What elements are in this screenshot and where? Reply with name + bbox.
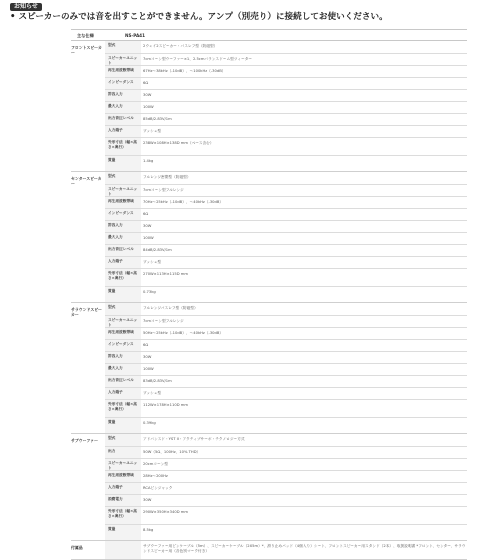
spec-value: 100W (143, 367, 154, 371)
spec-row (105, 446, 467, 458)
spec-row (105, 286, 467, 302)
spec-label: インピーダンス (105, 340, 141, 351)
spec-value: 112W×178H×110D mm (143, 403, 188, 407)
spec-row (105, 524, 467, 540)
spec-value: 30W (143, 498, 152, 502)
section-title: サラウンドスピーカー (71, 307, 102, 317)
spec-row (105, 196, 467, 208)
notice-tag: お知らせ (10, 3, 42, 11)
spec-row (105, 232, 467, 244)
notice-text: • スピーカーのみでは音を出すことができません。アンプ（別売り）に接続してお使いください。 (10, 12, 388, 22)
spec-value: 70Hz～25kHz（-10dB）、～40kHz（-30dB） (143, 200, 224, 204)
notice-box (0, 0, 500, 30)
spec-value: 7cmコーン型フルレンジ (143, 188, 184, 192)
spec-value: アドバンスド・YST II・アクティブサーボ・テクノロジー方式 (143, 437, 245, 441)
spec-value: 30W (143, 93, 152, 97)
spec-value: 7cmコーン型ウーファー×1、2.5cmバランスドーム型ツィーター (143, 57, 253, 61)
spec-section (71, 434, 467, 541)
model-name: NS-PA41 (125, 33, 146, 38)
section-title: センタースピーカー (71, 176, 102, 186)
spec-value: 1.4kg (143, 159, 154, 163)
section-rows (105, 434, 467, 540)
spec-label: 許容入力 (105, 221, 141, 232)
spec-value: 30W (143, 224, 152, 228)
spec-value: フルレンジ密閉型（防磁型） (143, 175, 191, 179)
spec-label: スピーカーユニット (105, 459, 141, 470)
spec-value: 100W (143, 105, 154, 109)
spec-value: 2ウェイ2スピーカー・バスレフ型（防磁型） (143, 44, 218, 48)
spec-label: スピーカーユニット (105, 316, 141, 327)
spec-value: 6Ω (143, 81, 149, 85)
spec-label: 型式 (105, 172, 141, 184)
spec-row (105, 470, 467, 482)
spec-label: 外形寸法（幅×高さ×奥行） (105, 269, 141, 286)
spec-label: 出力 (105, 447, 141, 458)
spec-section (71, 541, 467, 560)
spec-header (71, 29, 467, 41)
spec-label: 最大入力 (105, 233, 141, 244)
spec-value: 0.39kg (143, 421, 156, 425)
spec-value: 20cmコーン型 (143, 462, 168, 466)
spec-row (105, 89, 467, 101)
spec-value: プッシュ型 (143, 260, 162, 264)
spec-label: 最大入力 (105, 102, 141, 113)
spec-value: 30W (143, 355, 152, 359)
spec-row (105, 53, 467, 65)
spec-label: 外形寸法（幅×高さ×奥行） (105, 400, 141, 417)
spec-row (105, 172, 467, 184)
spec-label: スピーカーユニット (105, 185, 141, 196)
spec-row (105, 220, 467, 232)
spec-label: 出力音圧レベル (105, 245, 141, 256)
spec-row (105, 541, 467, 559)
spec-value: プッシュ型 (143, 129, 162, 133)
spec-header-label: 主な仕様 (77, 33, 94, 38)
section-title: フロントスピーカー (71, 45, 102, 55)
spec-value: プッシュ型 (143, 391, 162, 395)
spec-label: インピーダンス (105, 209, 141, 220)
spec-label: 再生周波数帯域 (105, 197, 141, 208)
spec-row (105, 137, 467, 155)
spec-row (105, 351, 467, 363)
spec-label: 入力端子 (105, 257, 141, 268)
spec-row (105, 208, 467, 220)
spec-label (105, 541, 141, 559)
spec-label: 質量 (105, 287, 141, 302)
spec-value: 100W (143, 236, 154, 240)
spec-label: 出力音圧レベル (105, 376, 141, 387)
spec-value: RCAピンジャック (143, 486, 173, 490)
spec-row (105, 184, 467, 196)
spec-value: 28Hz～200Hz (143, 474, 168, 478)
spec-label: 入力端子 (105, 388, 141, 399)
spec-row (105, 339, 467, 351)
spec-row (105, 458, 467, 470)
section-rows (105, 172, 467, 302)
spec-row (105, 315, 467, 327)
spec-value: 6Ω (143, 343, 149, 347)
spec-value: 0.73kg (143, 290, 156, 294)
spec-row (105, 303, 467, 315)
spec-table (71, 29, 467, 560)
spec-value: 290W×350H×340D mm (143, 510, 188, 514)
spec-row (105, 387, 467, 399)
spec-label: 外形寸法（幅×高さ×奥行） (105, 507, 141, 524)
section-rows (105, 41, 467, 171)
spec-label: 許容入力 (105, 352, 141, 363)
spec-value: 7cmコーン型フルレンジ (143, 319, 184, 323)
spec-row (105, 244, 467, 256)
spec-label: 再生周波数帯域 (105, 328, 141, 339)
spec-value: 84dB/2.83V/1m (143, 248, 172, 252)
section-title: 付属品 (71, 545, 83, 550)
section-title: サブウーファー (71, 438, 98, 443)
section-rows (105, 303, 467, 433)
spec-label: スピーカーユニット (105, 54, 141, 65)
spec-label: インピーダンス (105, 78, 141, 89)
spec-row (105, 77, 467, 89)
spec-label: 型式 (105, 434, 141, 446)
spec-value: 50Hz～25kHz（-10dB）、～40kHz（-30dB） (143, 331, 224, 335)
spec-row (105, 65, 467, 77)
spec-row (105, 41, 467, 53)
spec-value: 85dB/2.83V/1m (143, 117, 172, 121)
spec-sections (71, 41, 467, 560)
spec-label: 外形寸法（幅×高さ×奥行） (105, 138, 141, 155)
spec-label: 入力端子 (105, 483, 141, 494)
spec-label: 再生周波数帯域 (105, 66, 141, 77)
spec-label: 再生周波数帯域 (105, 471, 141, 482)
spec-row (105, 327, 467, 339)
section-rows (105, 541, 467, 559)
spec-row (105, 256, 467, 268)
spec-row (105, 268, 467, 286)
spec-label: 消費電力 (105, 495, 141, 506)
spec-label: 許容入力 (105, 90, 141, 101)
spec-value: 67Hz～38kHz（-10dB）、～100kHz（-30dB） (143, 69, 226, 73)
spec-row (105, 113, 467, 125)
spec-value: 8.5kg (143, 528, 154, 532)
spec-label: 出力音圧レベル (105, 114, 141, 125)
spec-label: 型式 (105, 41, 141, 53)
spec-row (105, 434, 467, 446)
spec-row (105, 125, 467, 137)
spec-row (105, 494, 467, 506)
spec-row (105, 375, 467, 387)
spec-row (105, 155, 467, 171)
spec-value: 83dB/2.83V/1m (143, 379, 172, 383)
spec-value: 238W×108H×138D mm（ベース含む） (143, 141, 214, 145)
spec-value: 50W（5Ω、100Hz、10% THD） (143, 450, 201, 454)
spec-label: 型式 (105, 303, 141, 315)
spec-row (105, 417, 467, 433)
spec-value: 270W×113H×115D mm (143, 272, 188, 276)
spec-value: サブウーファー用ピンケーブル（5m）、スピーカーケーブル（2X5m）*、滑り止めパッド（4個入り）シート、フロントスピーカー用スタンド（2本）、取扱説明書 *フロント、センター、サラウンドスピーカー用（各色別マーク付き） (143, 544, 466, 553)
spec-label: 質量 (105, 418, 141, 433)
spec-section (71, 41, 467, 172)
spec-label: 質量 (105, 525, 141, 540)
spec-section (71, 172, 467, 303)
spec-value: フルレンジバスレフ型（防磁型） (143, 306, 198, 310)
spec-row (105, 399, 467, 417)
spec-label: 質量 (105, 156, 141, 171)
spec-section (71, 303, 467, 434)
spec-label: 入力端子 (105, 126, 141, 137)
spec-row (105, 101, 467, 113)
spec-value: 6Ω (143, 212, 149, 216)
spec-label: 最大入力 (105, 364, 141, 375)
spec-row (105, 482, 467, 494)
spec-row (105, 363, 467, 375)
spec-row (105, 506, 467, 524)
